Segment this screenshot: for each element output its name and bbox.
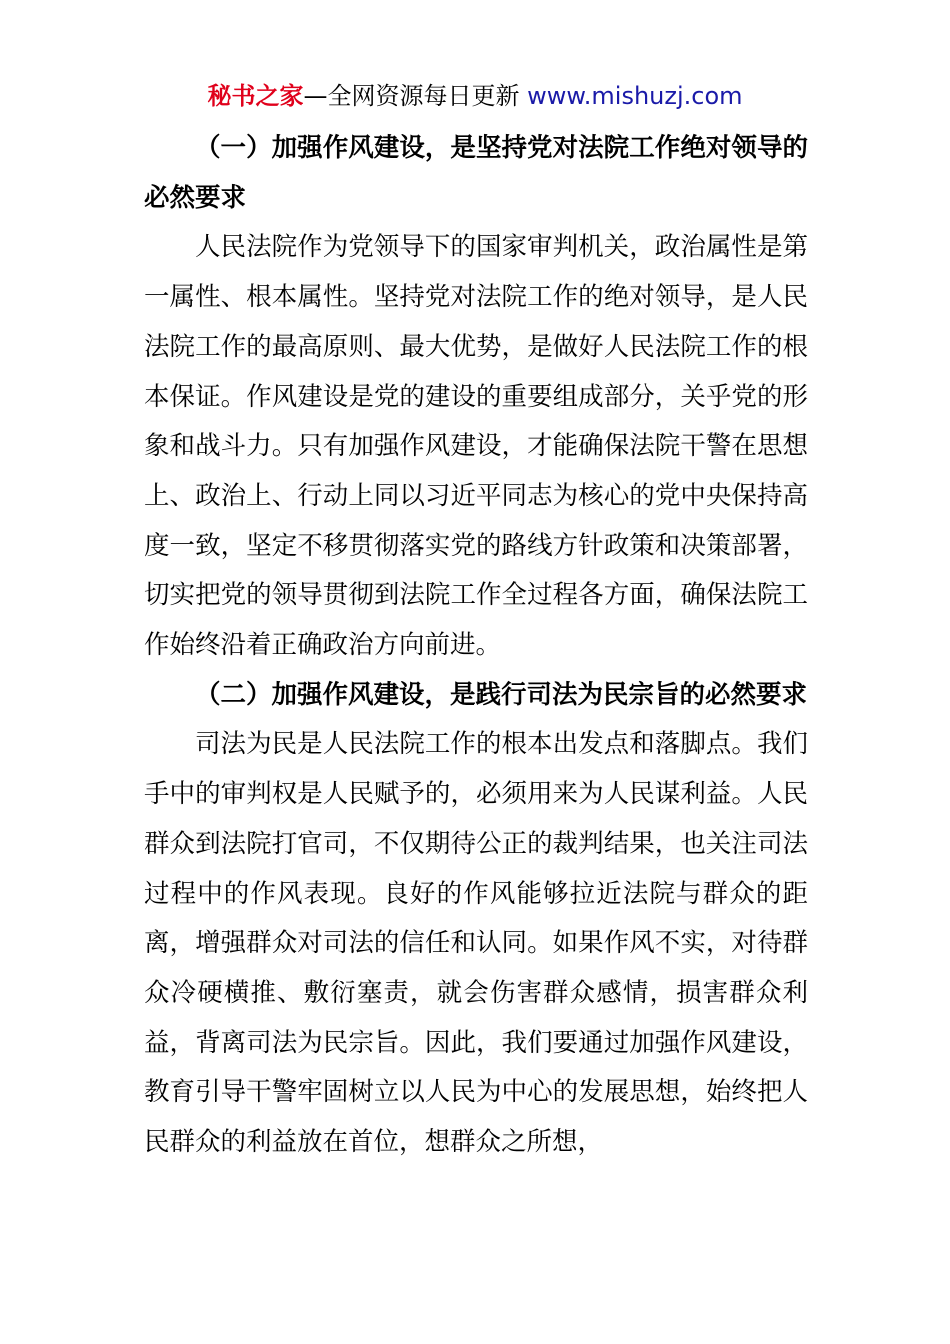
site-header xyxy=(0,78,950,114)
site-url-link[interactable]: www.mishuzj.com xyxy=(527,82,743,110)
site-brand: 秘书之家 xyxy=(207,82,304,110)
section-paragraph-1: 人民法院作为党领导下的国家审判机关，政治属性是第一属性、根本属性。坚持党对法院工作的绝对领导，是人民法院工作的最高原则、最大优势，是做好人民法院工作的根本保证。作风建设是党的建设的重要组成部分，关乎党的形象和战斗力。只有加强作风建设，才能确保法院干警在思想上、政治上、行动上同以习近平同志为核心的党中央保持高度一致，坚定不移贯彻落实党的路线方针政策和决策部署，切实把党的领导贯彻到法院工作全过程各方面，确保法院工作始终沿着正确政治方向前进。 xyxy=(144,232,808,661)
document-body xyxy=(144,124,808,1168)
section-heading-1: （一）加强作风建设，是坚持党对法院工作绝对领导的必然要求 xyxy=(144,133,808,213)
section-heading-2: （二）加强作风建设，是践行司法为民宗旨的必然要求 xyxy=(195,679,808,710)
site-tagline: —全网资源每日更新 xyxy=(303,82,528,110)
section-paragraph-2: 司法为民是人民法院工作的根本出发点和落脚点。我们手中的审判权是人民赋予的，必须用来为人民谋利益。人民群众到法院打官司，不仅期待公正的裁判结果，也关注司法过程中的作风表现。良好的作风能够拉近法院与群众的距离，增强群众对司法的信任和认同。如果作风不实，对待群众冷硬横推、敷衍塞责，就会伤害群众感情，损害群众利益，背离司法为民宗旨。因此，我们要通过加强作风建设，教育引导干警牢固树立以人民为中心的发展思想，始终把人民群众的利益放在首位，想群众之所想， xyxy=(144,729,808,1158)
